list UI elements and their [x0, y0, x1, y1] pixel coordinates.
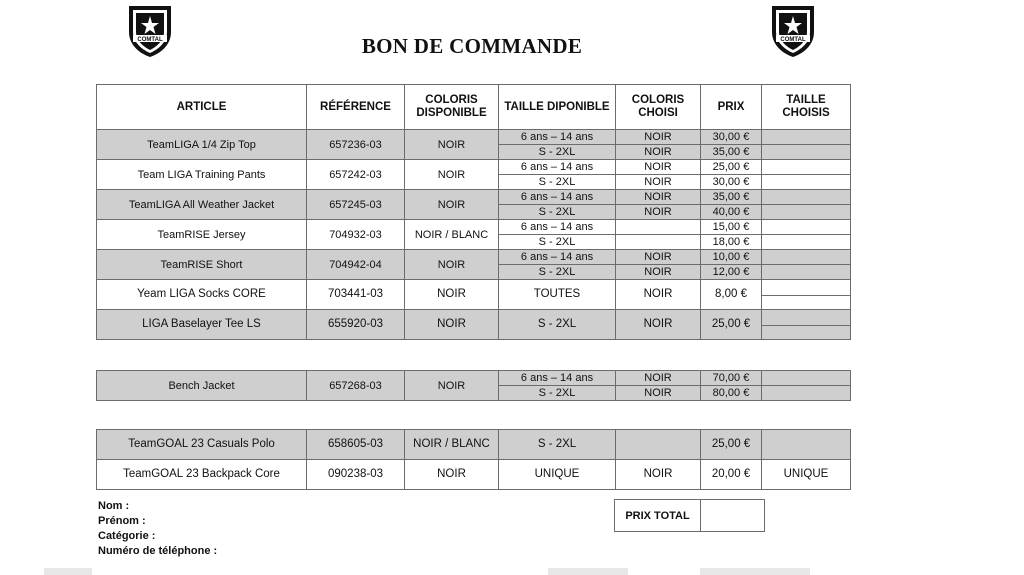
taille-cell: 6 ans – 14 ans: [499, 220, 616, 235]
customer-info: [98, 499, 217, 559]
coloris-cell: NOIR / BLANC: [405, 220, 499, 250]
taille-choisie-input[interactable]: [762, 145, 851, 160]
article-cell: TeamRISE Jersey: [97, 220, 307, 250]
article-cell: Team LIGA Training Pants: [97, 160, 307, 190]
prix-cell: 18,00 €: [701, 235, 762, 250]
prix-cell: 25,00 €: [701, 310, 762, 340]
reference-cell: 657236-03: [307, 130, 405, 160]
taille-choisie-input[interactable]: [762, 220, 851, 235]
prix-cell: 20,00 €: [701, 460, 762, 490]
taille-cell: S - 2XL: [499, 310, 616, 340]
cutoff-text-fragment: [44, 568, 92, 575]
coloris-cell: NOIR: [405, 280, 499, 310]
coloris-choisi-cell: NOIR: [616, 280, 701, 310]
nom-label: Nom :: [98, 500, 130, 512]
coloris-cell: NOIR: [405, 130, 499, 160]
total-label: PRIX TOTAL: [615, 500, 701, 532]
table-row: [97, 430, 851, 460]
prix-cell: 35,00 €: [701, 190, 762, 205]
table-row: [97, 220, 851, 235]
taille-cell: S - 2XL: [499, 145, 616, 160]
table-row: [97, 310, 851, 340]
article-cell: TeamGOAL 23 Casuals Polo: [97, 430, 307, 460]
reference-cell: 704932-03: [307, 220, 405, 250]
taille-choisie-input[interactable]: [762, 235, 851, 250]
taille-cell: 6 ans – 14 ans: [499, 130, 616, 145]
taille-choisie-input[interactable]: [762, 310, 851, 340]
taille-choisie-input[interactable]: [762, 175, 851, 190]
prix-cell: 8,00 €: [701, 280, 762, 310]
article-cell: TeamLIGA 1/4 Zip Top: [97, 130, 307, 160]
reference-cell: 655920-03: [307, 310, 405, 340]
header-coloris-choisi: COLORIS CHOISI: [616, 85, 701, 130]
article-cell: Bench Jacket: [97, 371, 307, 401]
reference-cell: 657242-03: [307, 160, 405, 190]
header-reference: RÉFÉRENCE: [307, 85, 405, 130]
coloris-choisi-cell: [616, 220, 701, 235]
prix-cell: 40,00 €: [701, 205, 762, 220]
taille-cell: S - 2XL: [499, 205, 616, 220]
taille-cell: 6 ans – 14 ans: [499, 371, 616, 386]
coloris-choisi-cell: NOIR: [616, 460, 701, 490]
taille-cell: 6 ans – 14 ans: [499, 250, 616, 265]
coloris-choisi-cell: NOIR: [616, 175, 701, 190]
table-row: [97, 280, 851, 310]
taille-cell: S - 2XL: [499, 430, 616, 460]
table-row: [97, 190, 851, 205]
coloris-cell: NOIR: [405, 371, 499, 401]
prix-cell: 70,00 €: [701, 371, 762, 386]
reference-cell: 704942-04: [307, 250, 405, 280]
prix-cell: 25,00 €: [701, 430, 762, 460]
taille-choisie-input[interactable]: [762, 265, 851, 280]
cutoff-text-fragment: [700, 568, 810, 575]
total-box: [614, 499, 765, 532]
header-taille-disponible: TAILLE DIPONIBLE: [499, 85, 616, 130]
coloris-choisi-cell: [616, 235, 701, 250]
table-row: [97, 130, 851, 145]
cutoff-text-fragment: [548, 568, 628, 575]
coloris-cell: NOIR: [405, 190, 499, 220]
taille-choisie-input[interactable]: [762, 250, 851, 265]
prix-cell: 80,00 €: [701, 386, 762, 401]
table-row: [97, 460, 851, 490]
reference-cell: 703441-03: [307, 280, 405, 310]
categorie-label: Catégorie :: [98, 530, 156, 542]
prix-cell: 10,00 €: [701, 250, 762, 265]
taille-choisie-input[interactable]: [762, 190, 851, 205]
header-prix: PRIX: [701, 85, 762, 130]
coloris-choisi-cell: NOIR: [616, 145, 701, 160]
header-taille-choisis: TAILLE CHOISIS: [762, 85, 851, 130]
taille-choisie-input[interactable]: [762, 386, 851, 401]
prix-cell: 12,00 €: [701, 265, 762, 280]
prix-cell: 25,00 €: [701, 160, 762, 175]
reference-cell: 657268-03: [307, 371, 405, 401]
coloris-choisi-cell: NOIR: [616, 160, 701, 175]
coloris-cell: NOIR: [405, 250, 499, 280]
prix-cell: 30,00 €: [701, 130, 762, 145]
taille-cell: 6 ans – 14 ans: [499, 160, 616, 175]
table-row: [97, 250, 851, 265]
coloris-choisi-cell: NOIR: [616, 130, 701, 145]
taille-choisie-input[interactable]: UNIQUE: [762, 460, 851, 490]
total-value-field[interactable]: [701, 500, 765, 532]
header-article: ARTICLE: [97, 85, 307, 130]
taille-choisie-input[interactable]: [762, 130, 851, 145]
order-table: [96, 84, 851, 340]
article-cell: TeamGOAL 23 Backpack Core: [97, 460, 307, 490]
taille-choisie-input[interactable]: [762, 430, 851, 460]
table-row: [97, 371, 851, 386]
article-cell: LIGA Baselayer Tee LS: [97, 310, 307, 340]
coloris-choisi-cell: NOIR: [616, 265, 701, 280]
coloris-choisi-cell: [616, 430, 701, 460]
article-cell: TeamRISE Short: [97, 250, 307, 280]
taille-cell: S - 2XL: [499, 235, 616, 250]
coloris-cell: NOIR: [405, 460, 499, 490]
taille-cell: S - 2XL: [499, 175, 616, 190]
goal-table: [96, 429, 851, 490]
header-coloris-disponible: COLORIS DISPONIBLE: [405, 85, 499, 130]
taille-choisie-input[interactable]: [762, 280, 851, 310]
taille-choisie-input[interactable]: [762, 205, 851, 220]
taille-cell: UNIQUE: [499, 460, 616, 490]
coloris-choisi-cell: NOIR: [616, 190, 701, 205]
table-row: [97, 160, 851, 175]
taille-choisie-input[interactable]: [762, 160, 851, 175]
prenom-label: Prénom :: [98, 515, 146, 527]
coloris-choisi-cell: NOIR: [616, 386, 701, 401]
reference-cell: 090238-03: [307, 460, 405, 490]
logo-text: COMTAL: [137, 37, 163, 43]
taille-cell: S - 2XL: [499, 386, 616, 401]
coloris-choisi-cell: NOIR: [616, 371, 701, 386]
coloris-choisi-cell: NOIR: [616, 205, 701, 220]
reference-cell: 657245-03: [307, 190, 405, 220]
telephone-label: Numéro de téléphone :: [98, 545, 218, 557]
coloris-cell: NOIR / BLANC: [405, 430, 499, 460]
coloris-cell: NOIR: [405, 310, 499, 340]
prix-cell: 30,00 €: [701, 175, 762, 190]
coloris-choisi-cell: NOIR: [616, 250, 701, 265]
article-cell: Yeam LIGA Socks CORE: [97, 280, 307, 310]
document-title: BON DE COMMANDE: [361, 34, 583, 58]
bench-table: [96, 370, 851, 401]
reference-cell: 658605-03: [307, 430, 405, 460]
taille-choisie-input[interactable]: [762, 371, 851, 386]
taille-cell: S - 2XL: [499, 265, 616, 280]
coloris-choisi-cell: NOIR: [616, 310, 701, 340]
taille-cell: 6 ans – 14 ans: [499, 190, 616, 205]
prix-cell: 35,00 €: [701, 145, 762, 160]
article-cell: TeamLIGA All Weather Jacket: [97, 190, 307, 220]
taille-cell: TOUTES: [499, 280, 616, 310]
prix-cell: 15,00 €: [701, 220, 762, 235]
logo-text: COMTAL: [780, 37, 806, 43]
coloris-cell: NOIR: [405, 160, 499, 190]
